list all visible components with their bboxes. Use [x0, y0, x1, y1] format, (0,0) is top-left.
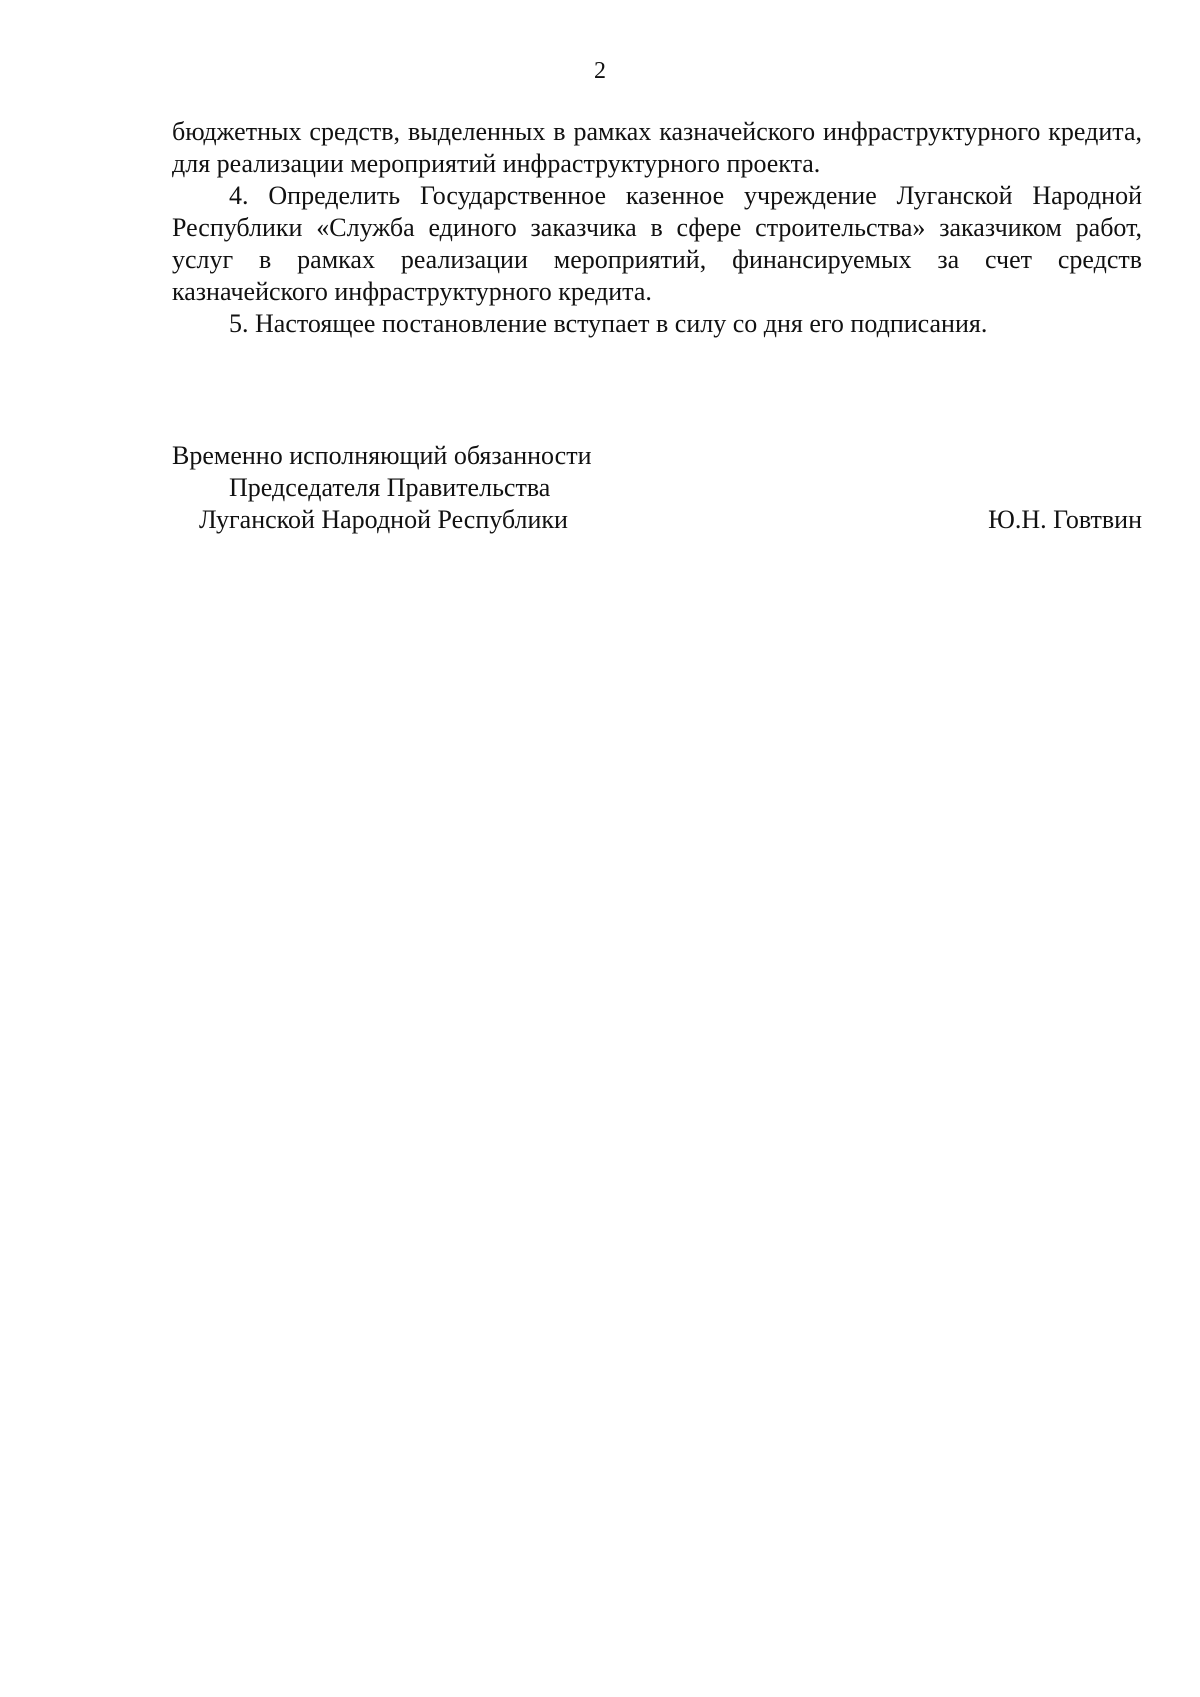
signatory-position-line-2: Председателя Правительства	[229, 473, 551, 502]
paragraph-item-5: 5. Настоящее постановление вступает в силу со дня его подписания.	[229, 309, 988, 338]
signature-block	[172, 440, 1142, 536]
signatory-position-line-3: Луганской Народной Республики	[199, 505, 568, 534]
page-number: 2	[594, 58, 606, 84]
paragraph-continuation: бюджетных средств, выделенных в рамках казначейского инфраструктурного кредита, для реализации мероприятий инфраструктурного проекта.	[172, 117, 1142, 178]
document-body	[172, 116, 1142, 340]
signatory-position-line-1: Временно исполняющий обязанности	[172, 441, 592, 470]
signatory-name: Ю.Н. Говтвин	[988, 505, 1142, 534]
paragraph-item-4: 4. Определить Государственное казенное учреждение Луганской Народной Республики «Служба единого заказчика в сфере строительства» заказчиком работ, услуг в рамках реализации мероприятий, финансируемых за счет средств казначейского инфраструктурного кредита.	[172, 181, 1142, 306]
